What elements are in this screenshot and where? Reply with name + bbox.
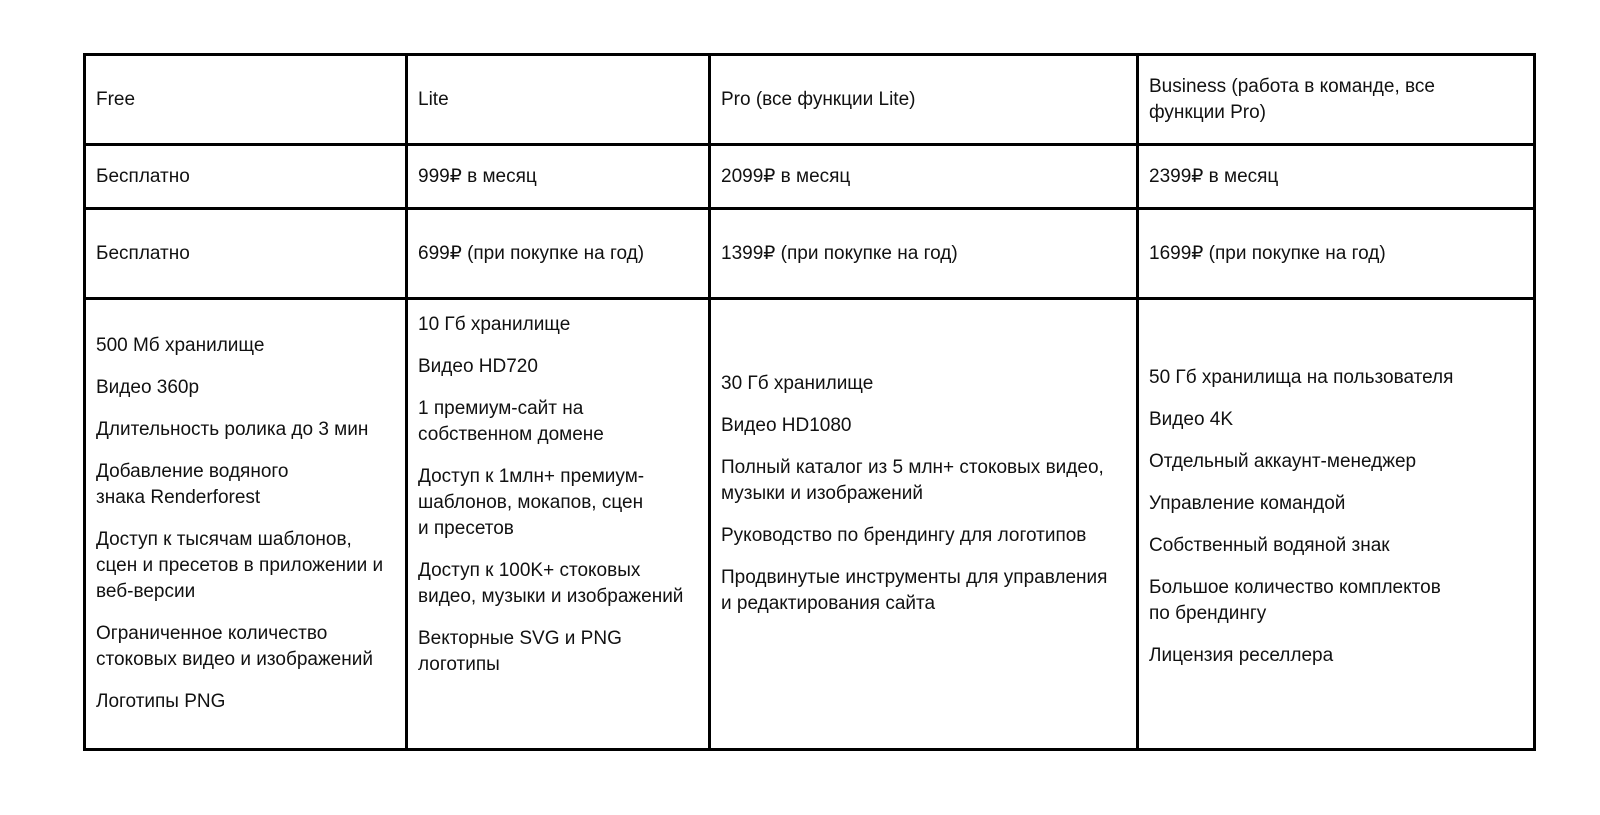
yearly-price-cell bbox=[407, 209, 710, 299]
yearly-price-cell bbox=[710, 209, 1138, 299]
feature-item: Доступ к 1млн+ премиум- шаблонов, мокапов, сцен и пресетов bbox=[418, 466, 645, 539]
feature-item: Продвинутые инструменты для управления и редактирования сайта bbox=[721, 567, 1108, 614]
features-row bbox=[85, 299, 1535, 750]
feature-item: Видео HD1080 bbox=[721, 415, 852, 436]
monthly-price-row bbox=[85, 145, 1535, 209]
yearly-price: 1699₽ (при покупке на год) bbox=[1149, 242, 1386, 264]
yearly-price-row bbox=[85, 209, 1535, 299]
plan-name: Pro (все функции Lite) bbox=[721, 88, 916, 110]
feature-item: Длительность ролика до 3 мин bbox=[96, 419, 369, 440]
plan-name-cell bbox=[1138, 55, 1535, 145]
yearly-price: 1399₽ (при покупке на год) bbox=[721, 242, 958, 264]
feature-item: Лицензия реселлера bbox=[1149, 645, 1334, 666]
feature-item: Большое количество комплектов по брендингу bbox=[1149, 577, 1441, 624]
plan-name-cell bbox=[85, 55, 407, 145]
feature-item: Добавление водяного знака Renderforest bbox=[96, 461, 289, 508]
pricing-table bbox=[83, 53, 1536, 751]
monthly-price: Бесплатно bbox=[96, 165, 190, 187]
feature-item: Видео 360p bbox=[96, 377, 200, 398]
feature-list bbox=[96, 333, 395, 715]
plan-name: Free bbox=[96, 88, 136, 110]
monthly-price-cell bbox=[710, 145, 1138, 209]
feature-item: Доступ к 100K+ стоковых видео, музыки и изображений bbox=[418, 560, 684, 607]
monthly-price: 2399₽ в месяц bbox=[1149, 165, 1279, 187]
features-cell bbox=[85, 299, 407, 750]
plan-name-cell bbox=[710, 55, 1138, 145]
feature-item: Доступ к тысячам шаблонов, сцен и пресетов в приложении и веб-версии bbox=[96, 529, 384, 602]
feature-list bbox=[418, 312, 698, 678]
feature-item: 10 Гб хранилище bbox=[418, 314, 571, 335]
feature-item: 30 Гб хранилище bbox=[721, 373, 874, 394]
features-cell bbox=[407, 299, 710, 750]
plan-name: Lite bbox=[418, 88, 449, 110]
yearly-price: Бесплатно bbox=[96, 242, 190, 264]
feature-list bbox=[721, 371, 1126, 617]
feature-list bbox=[1149, 365, 1523, 669]
feature-item: Отдельный аккаунт-менеджер bbox=[1149, 451, 1417, 472]
monthly-price-cell bbox=[1138, 145, 1535, 209]
feature-item: Видео HD720 bbox=[418, 356, 538, 377]
plan-name: Business (работа в команде, все функции Pro) bbox=[1149, 75, 1435, 123]
monthly-price-cell bbox=[407, 145, 710, 209]
feature-item: Полный каталог из 5 млн+ стоковых видео, музыки и изображений bbox=[721, 457, 1104, 504]
feature-item: Руководство по брендингу для логотипов bbox=[721, 525, 1087, 546]
feature-item: 50 Гб хранилища на пользователя bbox=[1149, 367, 1454, 388]
plan-name-cell bbox=[407, 55, 710, 145]
plan-name-row bbox=[85, 55, 1535, 145]
feature-item: Видео 4K bbox=[1149, 409, 1234, 430]
monthly-price: 999₽ в месяц bbox=[418, 165, 537, 187]
features-cell bbox=[710, 299, 1138, 750]
yearly-price-cell bbox=[1138, 209, 1535, 299]
monthly-price: 2099₽ в месяц bbox=[721, 165, 851, 187]
monthly-price-cell bbox=[85, 145, 407, 209]
yearly-price-cell bbox=[85, 209, 407, 299]
feature-item: Логотипы PNG bbox=[96, 691, 226, 712]
feature-item: Ограниченное количество стоковых видео и изображений bbox=[96, 623, 373, 670]
yearly-price: 699₽ (при покупке на год) bbox=[418, 242, 645, 264]
feature-item: 1 премиум-сайт на собственном домене bbox=[418, 398, 604, 445]
feature-item: 500 Мб хранилище bbox=[96, 335, 265, 356]
feature-item: Управление командой bbox=[1149, 493, 1346, 514]
feature-item: Собственный водяной знак bbox=[1149, 535, 1390, 556]
feature-item: Векторные SVG и PNG логотипы bbox=[418, 628, 622, 675]
features-cell bbox=[1138, 299, 1535, 750]
